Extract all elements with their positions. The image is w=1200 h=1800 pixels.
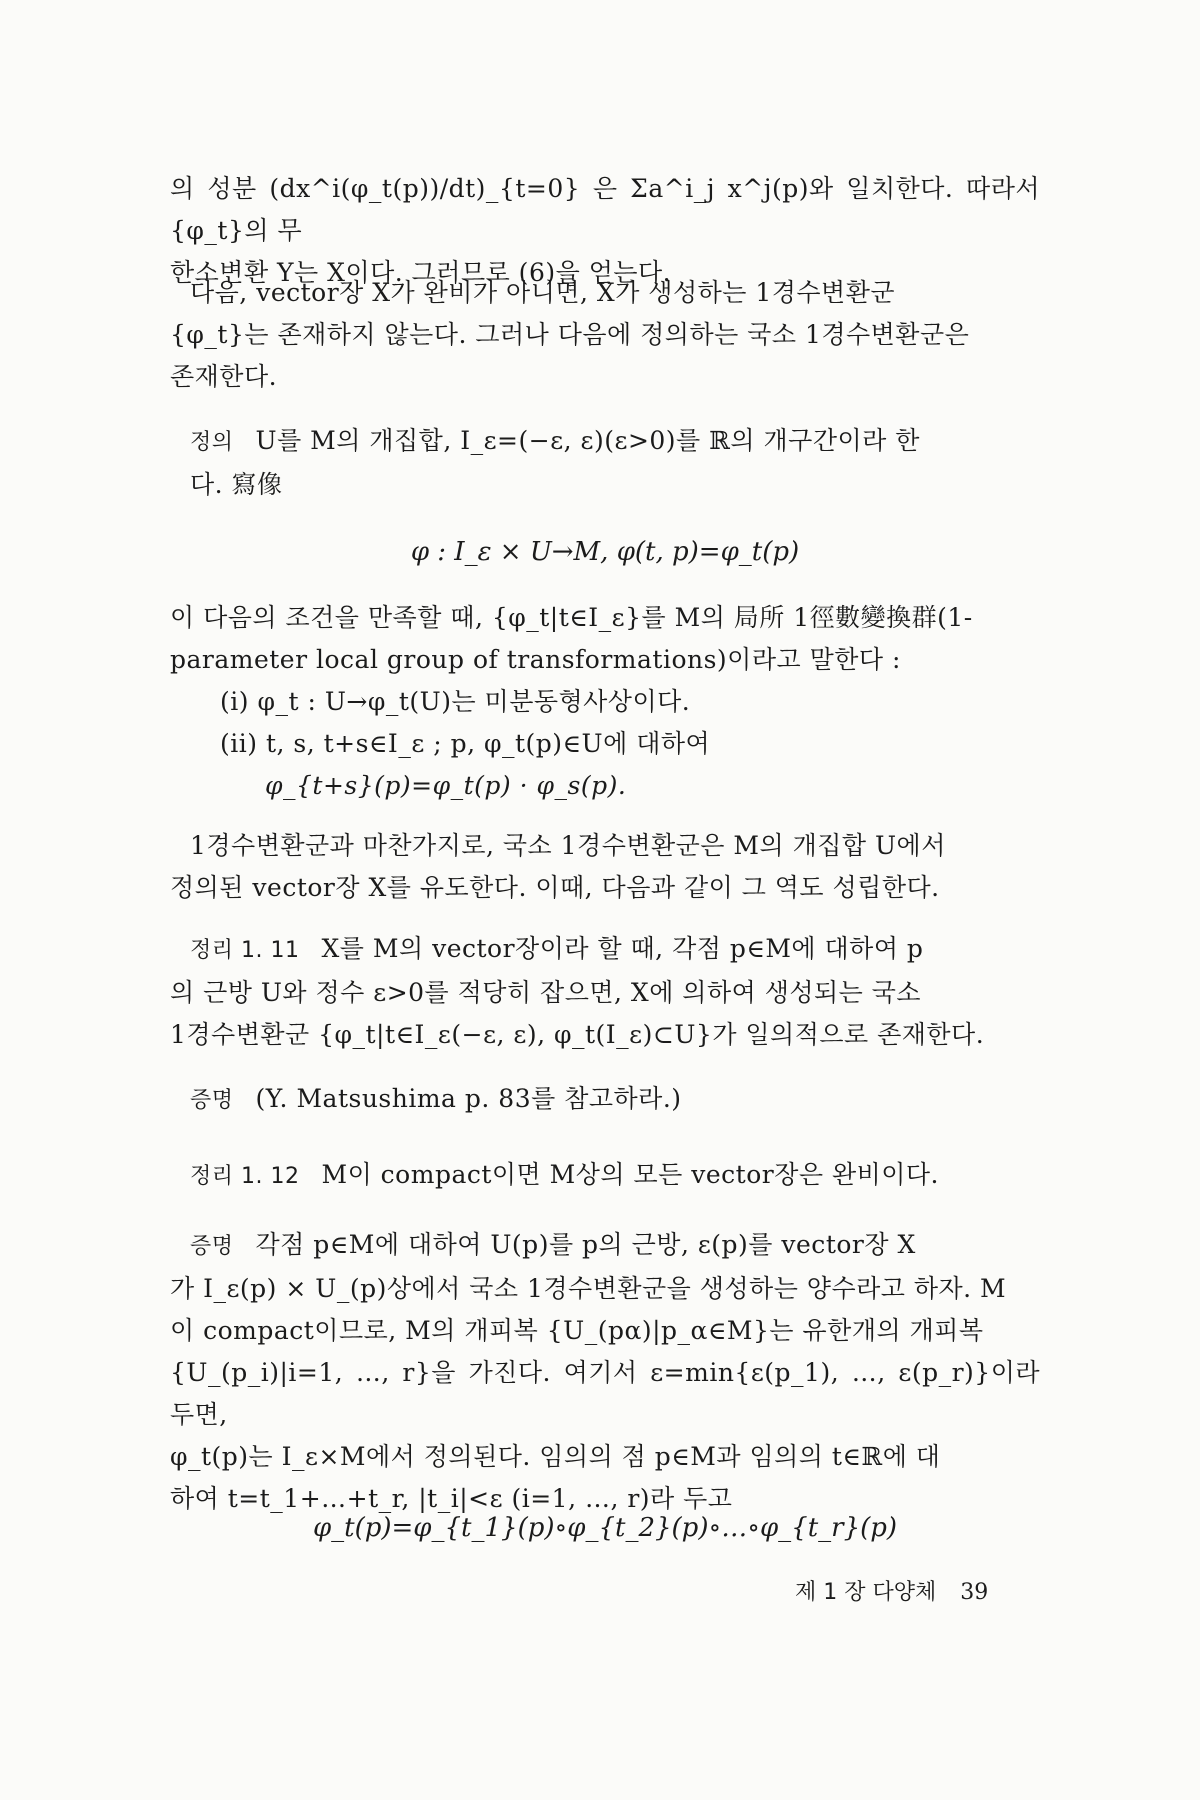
proof-2	[170, 1224, 1040, 1520]
paragraph-2-text: 다음, vector장 X가 완비가 아니면, X가 생성하는 1경수변환군 {φ_t}는 존재하지 않는다. 그러나 다음에 정의하는 국소 1경수변환군은 존재한다.	[170, 278, 970, 391]
chapter-title: 제 1 장 다양체	[795, 1580, 937, 1605]
condition-ii-formula: φ_{t+s}(p)=φ_t(p) · φ_s(p).	[265, 771, 627, 800]
definition-continuation-text: 이 다음의 조건을 만족할 때, {φ_t|t∈I_ε}를 M의 局所 1徑數變換群(1- parameter local group of transformations)이라고 말한다 :	[170, 603, 973, 674]
theorem-1-12	[170, 1154, 1040, 1198]
condition-ii: (ii) t, s, t+s∈I_ε ; p, φ_t(p)∈U에 대하여	[220, 729, 711, 758]
page-footer	[795, 1575, 988, 1606]
definition-label: 정의	[190, 430, 234, 455]
theorem-1-12-label: 정리 1. 12	[190, 1164, 300, 1189]
definition-text: U를 M의 개집합, I_ε=(−ε, ε)(ε>0)를 ℝ의 개구간이라 한 다. 寫像	[190, 426, 920, 499]
theorem-1-12-text: M이 compact이면 M상의 모든 vector장은 완비이다.	[321, 1160, 939, 1189]
proof-2-text: 각점 p∈M에 대하여 U(p)를 p의 근방, ε(p)를 vector장 X 가 I_ε(p) × U_(p)상에서 국소 1경수변환군을 생성하는 양수라고 하자. M 이 compact이므로, M의 개피복 {U_(pα)|p_α∈M}는 유한개의 개피복 {U_(p_i)|i=1, …, r}을 가진다. 여기서 ε=min{ε(p_1), …, ε(p_r)}이라 두면, φ_t(p)는 I_ε×M에서 정의된다. 임의의 점 p∈M과 임의의 t∈ℝ에 대 하여 t=t_1+…+t_r, |t_i|<ε (i=1, …, r)라 두고	[170, 1230, 1040, 1513]
proof-1-text: (Y. Matsushima p. 83를 참고하라.)	[255, 1084, 682, 1113]
final-formula: φ_t(p)=φ_{t_1}(p)∘φ_{t_2}(p)∘…∘φ_{t_r}(p)	[312, 1513, 898, 1543]
condition-i: (i) φ_t : U→φ_t(U)는 미분동형사상이다.	[220, 687, 691, 716]
theorem-1-11-label: 정리 1. 11	[190, 938, 300, 963]
proof-1-label: 증명	[190, 1088, 234, 1113]
paragraph-2	[170, 272, 1040, 398]
page-number: 39	[960, 1580, 989, 1605]
theorem-1-11-text: X를 M의 vector장이라 할 때, 각점 p∈M에 대하여 p 의 근방 U와 정수 ε>0를 적당히 잡으면, X에 의하여 생성되는 국소 1경수변환군 {φ_t|t∈I_ε(−ε, ε), φ_t(I_ε)⊂U}가 일의적으로 존재한다.	[170, 934, 985, 1049]
paragraph-3	[170, 825, 1040, 909]
proof-1	[170, 1078, 1040, 1122]
paragraph-3-text: 1경수변환군과 마찬가지로, 국소 1경수변환군은 M의 개집합 U에서 정의된 vector장 X를 유도한다. 이때, 다음과 같이 그 역도 성립한다.	[170, 831, 946, 902]
theorem-1-11	[170, 928, 1040, 1056]
definition-formula: φ : I_ε × U→M, φ(t, p)=φ_t(p)	[410, 537, 800, 567]
proof-2-label: 증명	[190, 1234, 234, 1259]
definition-continuation	[170, 597, 1040, 807]
paragraph-1-text: 의 성분 (dx^i(φ_t(p))/dt)_{t=0} 은 Σa^i_j x^j(p)와 일치한다. 따라서 {φ_t}의 무 한소변환 Y는 X이다. 그러므로 (6)을 얻는다.	[170, 174, 1040, 287]
definition	[170, 420, 1040, 506]
